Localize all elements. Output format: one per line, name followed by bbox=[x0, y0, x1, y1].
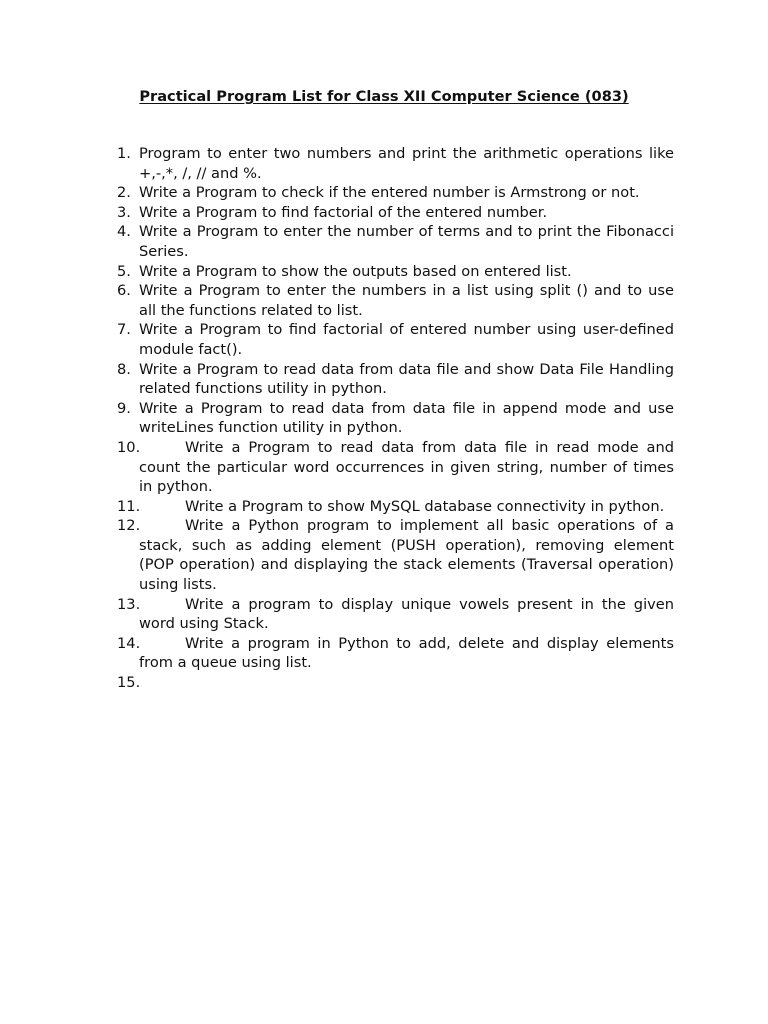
item-number: 1. bbox=[117, 145, 131, 162]
list-item bbox=[117, 320, 674, 359]
item-number: 3. bbox=[117, 203, 131, 221]
list-item bbox=[117, 595, 674, 634]
item-number: 14. bbox=[117, 634, 141, 652]
list-item bbox=[117, 673, 674, 693]
item-text: Program to enter two numbers and print the arithmetic operations like +,-,*, /, // and %. bbox=[139, 145, 674, 182]
list-item bbox=[117, 516, 674, 594]
item-text: Write a program in Python to add, delete and display elements from a queue using list. bbox=[139, 634, 674, 672]
item-text: Write a Program to read data from data file in read mode and count the particular word occurrences in given string, number of times in python. bbox=[139, 438, 674, 496]
item-text: Write a Program to show the outputs based on entered list. bbox=[139, 262, 572, 280]
item-number: 5. bbox=[117, 262, 131, 280]
item-text: Write a program to display unique vowels present in the given word using Stack. bbox=[139, 595, 674, 633]
item-text: Write a Program to enter the numbers in a list using split () and to use all the functions related to list. bbox=[139, 282, 674, 319]
item-text: Write a Program to read data from data file and show Data File Handling related functions utility in python. bbox=[139, 360, 674, 398]
item-text: Write a Program to check if the entered number is Armstrong or not. bbox=[139, 184, 640, 202]
list-item bbox=[117, 360, 674, 399]
list-item bbox=[117, 222, 674, 261]
program-list bbox=[117, 144, 674, 693]
list-item bbox=[117, 203, 674, 223]
item-text: Write a Program to enter the number of terms and to print the Fibonacci Series. bbox=[139, 223, 674, 260]
list-item bbox=[117, 281, 674, 320]
item-number: 2. bbox=[117, 184, 131, 202]
list-item bbox=[117, 262, 674, 282]
item-text: Write a Program to show MySQL database connectivity in python. bbox=[185, 497, 665, 515]
list-item bbox=[117, 497, 674, 517]
item-number: 8. bbox=[117, 360, 131, 378]
item-number: 15. bbox=[117, 674, 141, 692]
item-text: Write a Program to find factorial of entered number using user-defined module fact(). bbox=[139, 321, 674, 358]
list-item bbox=[117, 144, 674, 183]
item-text: Write a Program to read data from data file in append mode and use writeLines function utility in python. bbox=[139, 399, 674, 437]
item-number: 6. bbox=[117, 282, 131, 300]
item-number: 12. bbox=[117, 517, 141, 535]
item-number: 7. bbox=[117, 321, 131, 339]
list-item bbox=[117, 183, 674, 203]
item-number: 13. bbox=[117, 595, 141, 613]
item-number: 11. bbox=[117, 497, 141, 515]
list-item bbox=[117, 438, 674, 497]
item-text: Write a Python program to implement all basic operations of a stack, such as adding element (PUSH operation), removing element (POP operation) and displaying the stack elements (Traversal operation) using lists. bbox=[139, 517, 674, 594]
item-number: 4. bbox=[117, 223, 131, 241]
item-number: 9. bbox=[117, 399, 131, 417]
item-number: 10. bbox=[117, 438, 141, 456]
page-title: Practical Program List for Class XII Computer Science (083) bbox=[139, 88, 629, 105]
list-item bbox=[117, 634, 674, 673]
item-text: Write a Program to find factorial of the entered number. bbox=[139, 203, 548, 221]
list-item bbox=[117, 399, 674, 438]
